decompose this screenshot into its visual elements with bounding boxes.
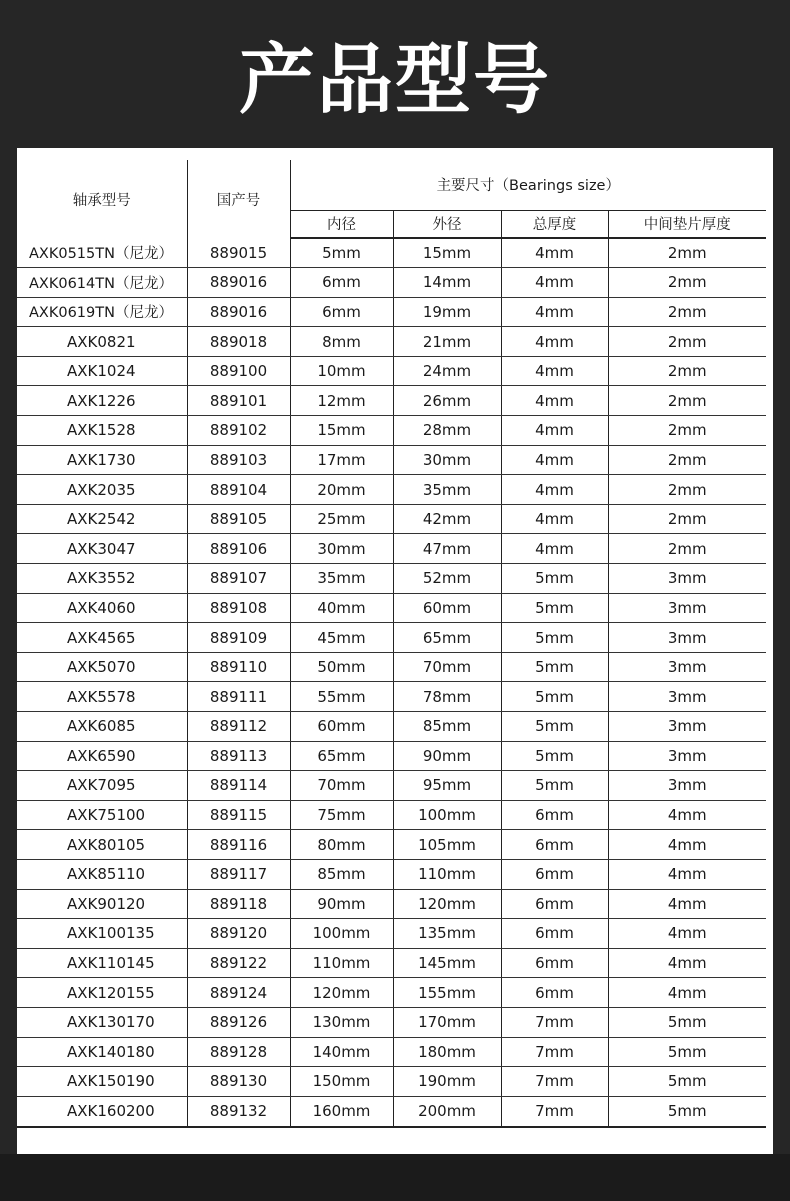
cell-domestic: 889108 xyxy=(187,593,290,623)
cell-washer: 3mm xyxy=(608,652,766,682)
page-title: 产品型号 xyxy=(239,34,551,124)
cell-inner: 85mm xyxy=(290,859,393,889)
cell-washer: 5mm xyxy=(608,1037,766,1067)
cell-thickness: 7mm xyxy=(501,1007,608,1037)
cell-outer: 145mm xyxy=(393,948,501,978)
cell-outer: 19mm xyxy=(393,297,501,327)
cell-domestic: 889120 xyxy=(187,919,290,949)
cell-domestic: 889130 xyxy=(187,1067,290,1097)
cell-thickness: 6mm xyxy=(501,800,608,830)
cell-thickness: 7mm xyxy=(501,1037,608,1067)
cell-washer: 5mm xyxy=(608,1096,766,1127)
cell-model: AXK6085 xyxy=(17,712,187,742)
cell-inner: 75mm xyxy=(290,800,393,830)
cell-washer: 2mm xyxy=(608,416,766,446)
table-row xyxy=(17,327,766,357)
cell-thickness: 4mm xyxy=(501,445,608,475)
cell-inner: 150mm xyxy=(290,1067,393,1097)
cell-outer: 28mm xyxy=(393,416,501,446)
cell-outer: 200mm xyxy=(393,1096,501,1127)
table-row xyxy=(17,297,766,327)
cell-domestic: 889107 xyxy=(187,564,290,594)
cell-inner: 160mm xyxy=(290,1096,393,1127)
table-row xyxy=(17,1067,766,1097)
cell-thickness: 4mm xyxy=(501,327,608,357)
cell-thickness: 4mm xyxy=(501,534,608,564)
cell-washer: 3mm xyxy=(608,623,766,653)
cell-outer: 120mm xyxy=(393,889,501,919)
cell-domestic: 889110 xyxy=(187,652,290,682)
cell-model: AXK5578 xyxy=(17,682,187,712)
cell-model: AXK80105 xyxy=(17,830,187,860)
cell-model: AXK75100 xyxy=(17,800,187,830)
cell-thickness: 4mm xyxy=(501,416,608,446)
cell-outer: 60mm xyxy=(393,593,501,623)
cell-washer: 2mm xyxy=(608,297,766,327)
cell-thickness: 4mm xyxy=(501,356,608,386)
cell-outer: 42mm xyxy=(393,504,501,534)
cell-model: AXK110145 xyxy=(17,948,187,978)
cell-inner: 70mm xyxy=(290,771,393,801)
cell-thickness: 6mm xyxy=(501,978,608,1008)
table-row xyxy=(17,623,766,653)
cell-washer: 3mm xyxy=(608,771,766,801)
cell-thickness: 5mm xyxy=(501,564,608,594)
cell-outer: 70mm xyxy=(393,652,501,682)
cell-thickness: 5mm xyxy=(501,741,608,771)
table-body xyxy=(17,238,766,1127)
cell-inner: 60mm xyxy=(290,712,393,742)
cell-outer: 95mm xyxy=(393,771,501,801)
cell-outer: 30mm xyxy=(393,445,501,475)
cell-washer: 3mm xyxy=(608,593,766,623)
cell-model: AXK120155 xyxy=(17,978,187,1008)
cell-thickness: 6mm xyxy=(501,859,608,889)
cell-model: AXK160200 xyxy=(17,1096,187,1127)
cell-model: AXK150190 xyxy=(17,1067,187,1097)
header-inner: 内径 xyxy=(290,210,393,238)
cell-outer: 190mm xyxy=(393,1067,501,1097)
cell-inner: 20mm xyxy=(290,475,393,505)
cell-outer: 85mm xyxy=(393,712,501,742)
cell-inner: 110mm xyxy=(290,948,393,978)
table-row xyxy=(17,593,766,623)
cell-inner: 30mm xyxy=(290,534,393,564)
cell-outer: 100mm xyxy=(393,800,501,830)
cell-thickness: 6mm xyxy=(501,830,608,860)
cell-domestic: 889132 xyxy=(187,1096,290,1127)
cell-outer: 65mm xyxy=(393,623,501,653)
cell-model: AXK1528 xyxy=(17,416,187,446)
cell-washer: 2mm xyxy=(608,475,766,505)
cell-outer: 26mm xyxy=(393,386,501,416)
cell-inner: 130mm xyxy=(290,1007,393,1037)
table-row xyxy=(17,682,766,712)
cell-domestic: 889106 xyxy=(187,534,290,564)
cell-model: AXK1730 xyxy=(17,445,187,475)
cell-washer: 4mm xyxy=(608,830,766,860)
cell-model: AXK3552 xyxy=(17,564,187,594)
header-thickness: 总厚度 xyxy=(501,210,608,238)
table-row xyxy=(17,859,766,889)
table-row xyxy=(17,1007,766,1037)
cell-domestic: 889115 xyxy=(187,800,290,830)
cell-domestic: 889122 xyxy=(187,948,290,978)
cell-outer: 155mm xyxy=(393,978,501,1008)
cell-domestic: 889116 xyxy=(187,830,290,860)
cell-outer: 110mm xyxy=(393,859,501,889)
cell-outer: 21mm xyxy=(393,327,501,357)
cell-inner: 55mm xyxy=(290,682,393,712)
cell-model: AXK5070 xyxy=(17,652,187,682)
cell-domestic: 889015 xyxy=(187,238,290,268)
table-row xyxy=(17,445,766,475)
cell-washer: 2mm xyxy=(608,445,766,475)
cell-washer: 3mm xyxy=(608,712,766,742)
cell-inner: 6mm xyxy=(290,268,393,298)
cell-inner: 8mm xyxy=(290,327,393,357)
cell-outer: 14mm xyxy=(393,268,501,298)
table-row xyxy=(17,889,766,919)
cell-inner: 100mm xyxy=(290,919,393,949)
cell-inner: 35mm xyxy=(290,564,393,594)
cell-outer: 90mm xyxy=(393,741,501,771)
cell-domestic: 889104 xyxy=(187,475,290,505)
table-row xyxy=(17,771,766,801)
cell-inner: 45mm xyxy=(290,623,393,653)
cell-domestic: 889113 xyxy=(187,741,290,771)
cell-thickness: 5mm xyxy=(501,623,608,653)
cell-domestic: 889128 xyxy=(187,1037,290,1067)
table-row xyxy=(17,712,766,742)
cell-thickness: 5mm xyxy=(501,712,608,742)
cell-inner: 17mm xyxy=(290,445,393,475)
table-row xyxy=(17,238,766,268)
page-header xyxy=(0,0,790,148)
cell-thickness: 5mm xyxy=(501,771,608,801)
cell-thickness: 4mm xyxy=(501,297,608,327)
cell-domestic: 889100 xyxy=(187,356,290,386)
cell-washer: 5mm xyxy=(608,1067,766,1097)
cell-domestic: 889016 xyxy=(187,268,290,298)
cell-washer: 2mm xyxy=(608,268,766,298)
cell-washer: 3mm xyxy=(608,564,766,594)
cell-inner: 65mm xyxy=(290,741,393,771)
cell-washer: 4mm xyxy=(608,948,766,978)
cell-model: AXK1226 xyxy=(17,386,187,416)
cell-model: AXK4565 xyxy=(17,623,187,653)
cell-model: AXK0515TN（尼龙） xyxy=(17,238,187,268)
cell-washer: 2mm xyxy=(608,386,766,416)
cell-washer: 4mm xyxy=(608,889,766,919)
cell-outer: 180mm xyxy=(393,1037,501,1067)
table-row xyxy=(17,475,766,505)
cell-outer: 35mm xyxy=(393,475,501,505)
header-washer: 中间垫片厚度 xyxy=(608,210,766,238)
cell-domestic: 889109 xyxy=(187,623,290,653)
table-row xyxy=(17,268,766,298)
cell-model: AXK1024 xyxy=(17,356,187,386)
cell-inner: 120mm xyxy=(290,978,393,1008)
cell-outer: 135mm xyxy=(393,919,501,949)
cell-inner: 90mm xyxy=(290,889,393,919)
header-size-group: 主要尺寸（Bearings size） xyxy=(436,178,620,195)
cell-model: AXK130170 xyxy=(17,1007,187,1037)
cell-domestic: 889101 xyxy=(187,386,290,416)
cell-washer: 3mm xyxy=(608,682,766,712)
cell-thickness: 5mm xyxy=(501,652,608,682)
cell-thickness: 4mm xyxy=(501,268,608,298)
table-row xyxy=(17,741,766,771)
cell-washer: 4mm xyxy=(608,978,766,1008)
cell-outer: 170mm xyxy=(393,1007,501,1037)
cell-outer: 24mm xyxy=(393,356,501,386)
cell-washer: 4mm xyxy=(608,859,766,889)
cell-washer: 3mm xyxy=(608,741,766,771)
cell-model: AXK100135 xyxy=(17,919,187,949)
table-row xyxy=(17,800,766,830)
cell-domestic: 889105 xyxy=(187,504,290,534)
cell-domestic: 889114 xyxy=(187,771,290,801)
table-row xyxy=(17,416,766,446)
cell-thickness: 4mm xyxy=(501,475,608,505)
table-row xyxy=(17,652,766,682)
cell-washer: 5mm xyxy=(608,1007,766,1037)
cell-washer: 2mm xyxy=(608,534,766,564)
cell-domestic: 889118 xyxy=(187,889,290,919)
cell-inner: 140mm xyxy=(290,1037,393,1067)
cell-model: AXK4060 xyxy=(17,593,187,623)
cell-domestic: 889112 xyxy=(187,712,290,742)
cell-model: AXK3047 xyxy=(17,534,187,564)
cell-domestic: 889102 xyxy=(187,416,290,446)
spec-table-panel xyxy=(17,148,773,1154)
bearing-spec-table xyxy=(17,160,766,1128)
table-row xyxy=(17,978,766,1008)
cell-outer: 52mm xyxy=(393,564,501,594)
cell-inner: 6mm xyxy=(290,297,393,327)
cell-domestic: 889126 xyxy=(187,1007,290,1037)
cell-model: AXK90120 xyxy=(17,889,187,919)
cell-thickness: 6mm xyxy=(501,948,608,978)
table-row xyxy=(17,534,766,564)
cell-inner: 80mm xyxy=(290,830,393,860)
cell-inner: 5mm xyxy=(290,238,393,268)
cell-washer: 2mm xyxy=(608,238,766,268)
cell-outer: 15mm xyxy=(393,238,501,268)
cell-inner: 12mm xyxy=(290,386,393,416)
table-row xyxy=(17,356,766,386)
cell-model: AXK85110 xyxy=(17,859,187,889)
cell-model: AXK2542 xyxy=(17,504,187,534)
table-row xyxy=(17,1037,766,1067)
cell-model: AXK140180 xyxy=(17,1037,187,1067)
cell-inner: 50mm xyxy=(290,652,393,682)
cell-outer: 47mm xyxy=(393,534,501,564)
cell-washer: 2mm xyxy=(608,327,766,357)
table-row xyxy=(17,830,766,860)
cell-domestic: 889124 xyxy=(187,978,290,1008)
cell-domestic: 889103 xyxy=(187,445,290,475)
cell-domestic: 889016 xyxy=(187,297,290,327)
cell-thickness: 4mm xyxy=(501,504,608,534)
table-row xyxy=(17,1096,766,1127)
cell-inner: 15mm xyxy=(290,416,393,446)
table-row xyxy=(17,564,766,594)
cell-thickness: 5mm xyxy=(501,682,608,712)
cell-washer: 4mm xyxy=(608,919,766,949)
cell-thickness: 4mm xyxy=(501,386,608,416)
cell-domestic: 889111 xyxy=(187,682,290,712)
header-domestic: 国产号 xyxy=(187,160,290,238)
cell-thickness: 4mm xyxy=(501,238,608,268)
cell-domestic: 889018 xyxy=(187,327,290,357)
cell-inner: 10mm xyxy=(290,356,393,386)
cell-thickness: 7mm xyxy=(501,1096,608,1127)
cell-thickness: 6mm xyxy=(501,919,608,949)
table-row xyxy=(17,386,766,416)
cell-outer: 105mm xyxy=(393,830,501,860)
cell-model: AXK0614TN（尼龙） xyxy=(17,268,187,298)
cell-model: AXK2035 xyxy=(17,475,187,505)
footer-band xyxy=(0,1154,790,1201)
cell-model: AXK0619TN（尼龙） xyxy=(17,297,187,327)
cell-thickness: 7mm xyxy=(501,1067,608,1097)
cell-outer: 78mm xyxy=(393,682,501,712)
header-model: 轴承型号 xyxy=(17,160,187,238)
table-row xyxy=(17,919,766,949)
header-outer: 外径 xyxy=(393,210,501,238)
cell-washer: 2mm xyxy=(608,356,766,386)
cell-inner: 25mm xyxy=(290,504,393,534)
cell-model: AXK7095 xyxy=(17,771,187,801)
cell-thickness: 5mm xyxy=(501,593,608,623)
cell-washer: 2mm xyxy=(608,504,766,534)
cell-thickness: 6mm xyxy=(501,889,608,919)
cell-inner: 40mm xyxy=(290,593,393,623)
cell-model: AXK6590 xyxy=(17,741,187,771)
cell-washer: 4mm xyxy=(608,800,766,830)
cell-model: AXK0821 xyxy=(17,327,187,357)
table-row xyxy=(17,504,766,534)
cell-domestic: 889117 xyxy=(187,859,290,889)
table-row xyxy=(17,948,766,978)
